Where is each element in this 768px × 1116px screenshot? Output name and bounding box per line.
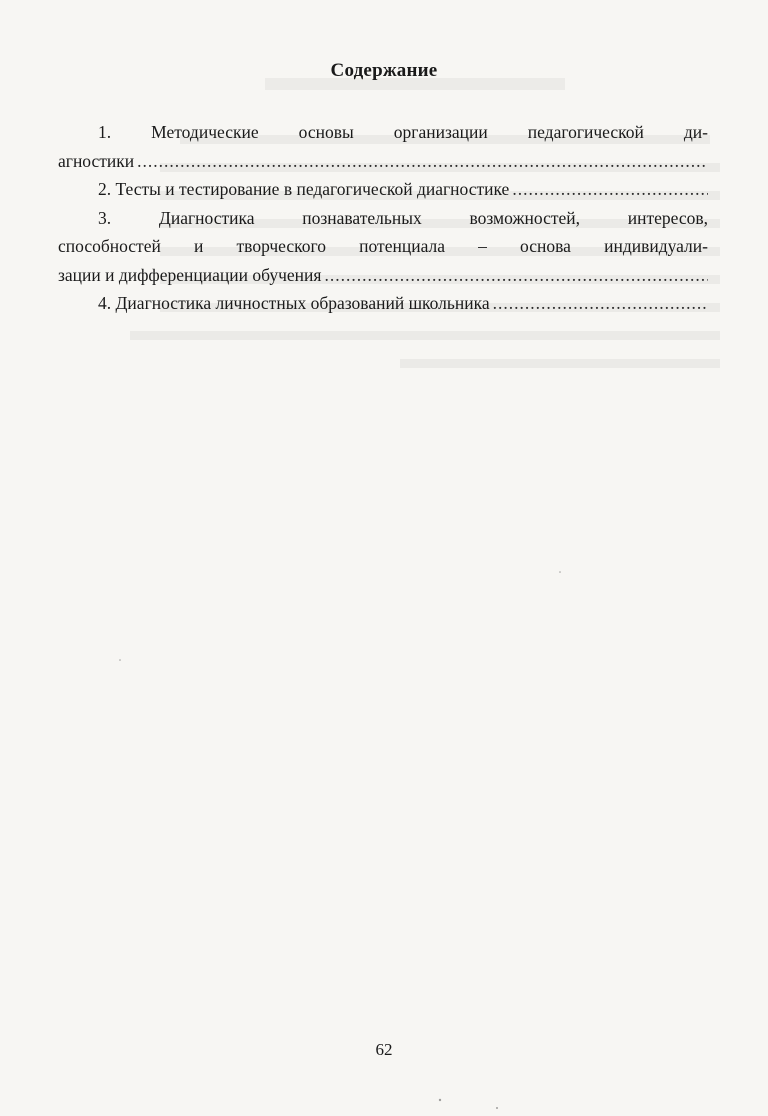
toc-entry-line [58,118,708,147]
toc-entry-line [58,232,708,261]
toc-entry-text: Диагностика личностных образований школьника [115,293,490,313]
toc-entry-line [58,261,708,290]
dot-leader [324,261,708,290]
toc-entry-line [58,147,708,176]
toc-entry-3 [58,204,708,290]
toc-entry-number: 1. [98,122,112,142]
toc-entry-text: Методические основы организации педагогической ди- [151,122,709,142]
toc-entry-number: 2. [98,179,112,199]
toc-entry-line [58,289,708,318]
toc-entry-2 [58,175,708,204]
page-title: Содержание [330,60,438,81]
toc-entry-text: Тесты и тестирование в педагогической диагностике [115,179,510,199]
toc-entry-1 [58,118,708,175]
toc-entry-4 [58,289,708,318]
table-of-contents [58,118,708,318]
toc-entry-text: Диагностика познавательных возможностей, интересов, [158,207,709,228]
toc-entry-line [58,175,708,204]
toc-entry-text: зации и дифференциации обучения [58,264,322,285]
dot-leader [512,175,708,204]
dot-leader [493,289,708,318]
toc-entry-text: способностей и творческого потенциала – основа индивидуали- [58,236,708,256]
toc-entry-line [58,204,708,233]
page-number: 62 [375,1040,393,1059]
dot-leader [137,147,708,176]
toc-entry-text: агностики [58,150,135,171]
toc-entry-number: 4. [98,293,112,313]
toc-entry-number: 3. [98,207,112,228]
